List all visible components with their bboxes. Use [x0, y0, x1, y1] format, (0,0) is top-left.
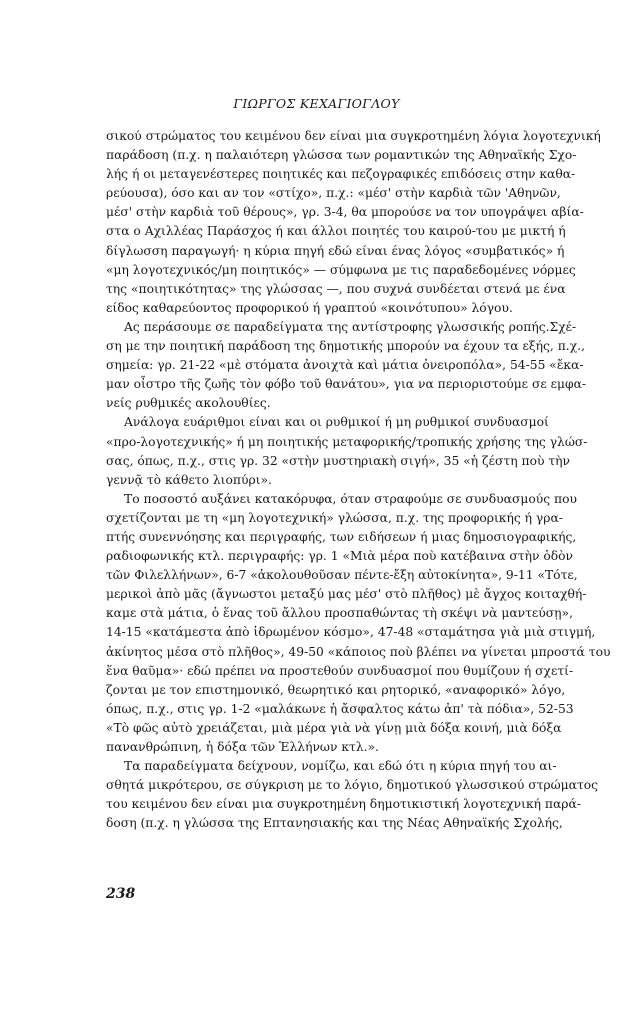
text-line: «Τὸ φῶς αὐτὸ χρειάζεται, μιὰ μέρα γιὰ νὰ γίνῃ μιὰ δόξα κοινή, μιὰ δόξα [106, 720, 562, 735]
page-number: 238 [106, 886, 136, 902]
text-line: σας, όπως, π.χ., στις γρ. 32 «στὴν μυστηριακὴ σιγή», 35 «ἡ ζέστη ποὺ τὴν [106, 453, 571, 468]
text-line: δοση (π.χ. η γλώσσα της Επτανησιακής και της Νέας Αθηναϊκής Σχολής, [106, 816, 563, 831]
text-line: σθητά μικρότερου, σε σύγκριση με το λόγιο, δημοτικού γλωσσικού στρώματος [106, 778, 599, 793]
running-head: ΓΙΩΡΓΟΣ ΚΕΧΑΓΙΟΓΛΟΥ [233, 96, 400, 111]
text-line: «μη λογοτεχνικός/μη ποιητικός» — σύμφωνα με τις παραδεδομένες νόρμες [106, 262, 576, 277]
text-line: σημεία: γρ. 21-22 «μὲ στόματα ἀνοιχτὰ καὶ μάτια ὀνειροπόλα», 54-55 «ἔκα- [106, 358, 584, 373]
text-line: στα ο Αχιλλέας Παράσχος ή και άλλοι ποιητές του καιρού-του με μικτή ή [106, 224, 566, 239]
text-line: ἕνα θαῦμα»· εδώ πρέπει να προστεθούν συνδυασμοί που θυμίζουν ή σχετί- [106, 663, 574, 678]
text-line: πανανθρώπινη, ἡ δόξα τῶν Ἑλλήνων κτλ.». [106, 740, 379, 754]
text-line: ση με την ποιητική παράδοση της δημοτικής μπορούν να έχουν τα εξής, π.χ., [106, 339, 585, 354]
text-line: Τα παραδείγματα δείχνουν, νομίζω, και εδώ ότι η κύρια πηγή του αι- [124, 759, 557, 774]
text-line: καμε στὰ μάτια, ὁ ἕνας τοῦ ἄλλου προσπαθώντας τὴ σκέψι νὰ μαντεύσῃ», [106, 606, 573, 621]
text-line: όπως, π.χ., στις γρ. 1-2 «μαλάκωνε ἡ ἄσφαλτος κάτω ἀπ' τὰ πόδια», 52-53 [106, 701, 574, 716]
text-line: μερικοὶ ἀπὸ μᾶς (ἄγνωστοι μεταξύ μας μέσ' στὸ πλῆθος) μὲ ἄγχος κοιταχθή- [106, 587, 587, 602]
text-line: μέσ' στὴν καρδιὰ τοῦ θέρους», γρ. 3-4, θα μπορούσε να τον υπογράψει αβία- [106, 205, 584, 220]
text-line: ζονται με τον επιστημονικό, θεωρητικό και ρητορικό, «αναφορικό» λόγο, [106, 682, 566, 697]
text-line: τῶν Φιλελλήνων», 6-7 «ἀκολουθοῦσαν πέντε-ἔξη αὐτοκίνητα», 9-11 «Τότε, [106, 568, 578, 583]
text-line: του κειμένου δεν είναι μια συγκροτημένη δημοτικιστική λογοτεχνική παρά- [106, 797, 581, 812]
text-line: ἀκίνητος μέσα στὸ πλῆθος», 49-50 «κάποιος ποὺ βλέπει να γίνεται μπροστά του [106, 644, 611, 659]
text-line: ρεύουσα), όσο και αν τον «στίχο», π.χ.: «μέσ' στὴν καρδιὰ τῶν 'Αθηνῶν, [106, 186, 561, 201]
text-line: ραδιοφωνικής κτλ. περιγραφής: γρ. 1 «Μιὰ μέρα ποὺ κατέβαινα στὴν ὁδὸν [106, 549, 574, 564]
text-line: της «ποιητικότητας» της γλώσσας —, που συχνά συνδέεται στενά με ένα [106, 281, 566, 296]
text-line: 14-15 «κατάμεστα ἀπὸ ἱδρωμένον κόσμο», 47-48 «σταμάτησα γιὰ μιὰ στιγμή, [106, 625, 596, 640]
text-line: σχετίζονται με τη «μη λογοτεχνική» γλώσσα, π.χ. της προφορικής ή γρα- [106, 510, 563, 525]
text-line: σικού στρώματος του κειμένου δεν είναι μια συγκροτημένη λόγια λογοτεχνική [106, 129, 601, 143]
text-line: Το ποσοστό αυξάνει κατακόρυφα, όταν στραφούμε σε συνδυασμούς που [124, 491, 577, 506]
text-line: νείς ρυθμικές ακολουθίες. [106, 396, 271, 411]
text-line: Ας περάσουμε σε παραδείγματα της αντίστροφης γλωσσικής ροπής.Σχέ- [124, 319, 577, 334]
text-line: δίγλωσση παραγωγή· η κύρια πηγή εδώ είναι ένας λόγος «συμβατικός» ή [106, 243, 565, 258]
text-line: παράδοση (π.χ. η παλαιότερη γλώσσα των ρομαντικών της Αθηναϊκής Σχο- [106, 148, 577, 163]
text-line: Ανάλογα ευάριθμοι είναι και οι ρυθμικοί ή μη ρυθμικοί συνδυασμοί [124, 415, 549, 430]
text-line: λής ή οι μεταγενέστερες ποιητικές και πεζογραφικές επιδόσεις στην καθα- [106, 167, 576, 182]
text-line: «προ-λογοτεχνικής» ή μη ποιητικής μεταφορικής/τροπικής χρήσης της γλώσ- [106, 434, 588, 449]
text-line: πτής συνεννόησης και περιγραφής, των ειδήσεων ή μιας δημοσιογραφικής, [106, 529, 577, 544]
text-line: είδος καθαρεύοντος προφορικού ή γραπτού «κοινότυπου» λόγου. [106, 300, 513, 315]
text-line: μαν οἶστρο τῆς ζωῆς τὸν φόβο τοῦ θανάτου», για να περιοριστούμε σε εμφα- [106, 377, 587, 392]
text-line: γεννᾷ τὸ κάθετο λιοπύρι». [106, 472, 272, 487]
body-text [106, 127, 611, 833]
